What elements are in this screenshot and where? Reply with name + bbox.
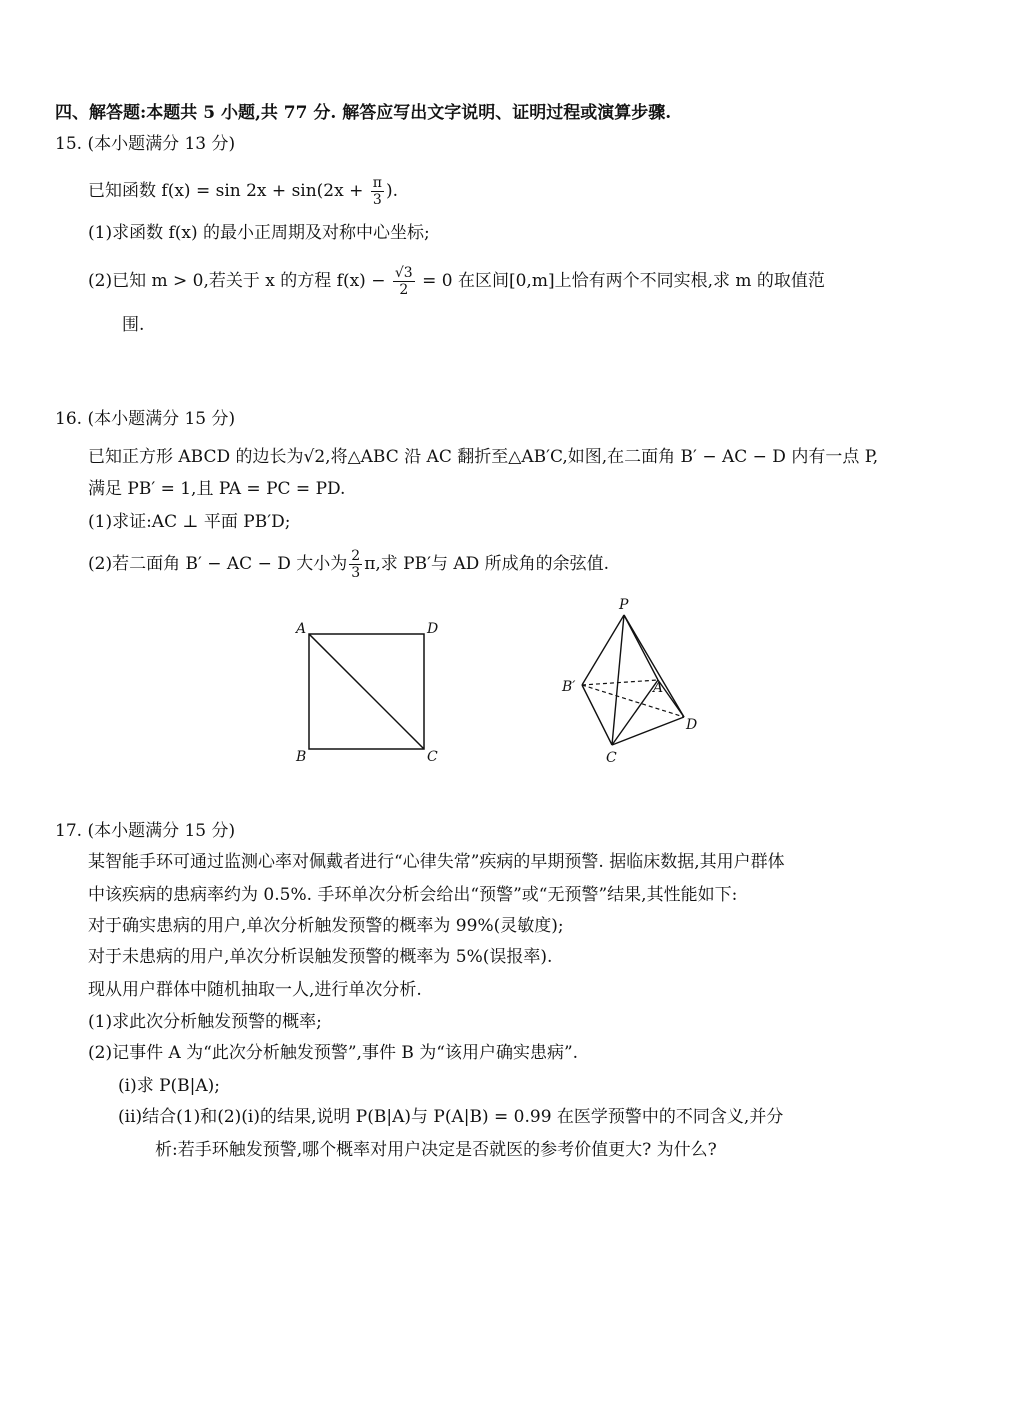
label-c2: C bbox=[606, 750, 617, 766]
label-d: D bbox=[427, 621, 439, 637]
q16-line1: 已知正方形 ABCD 的边长为√2,将△ABC 沿 AC 翻折至△AB′C,如图,在二面角 B′ − AC − D 内有一点 P, bbox=[88, 447, 879, 467]
edge-pb bbox=[582, 615, 624, 685]
q15-p2-text-a: (2)已知 m > 0,若关于 x 的方程 f(x) − bbox=[88, 271, 391, 291]
q15-part1: (1)求函数 f(x) 的最小正周期及对称中心坐标; bbox=[88, 223, 430, 243]
q15-fraction bbox=[371, 175, 384, 208]
q15-function-definition bbox=[88, 174, 398, 208]
q16-p2-text-b: π,求 PB′与 AD 所成角的余弦值. bbox=[364, 554, 610, 574]
q16-line2: 满足 PB′ = 1,且 PA = PC = PD. bbox=[88, 479, 346, 499]
q16-p2-frac-den: 3 bbox=[351, 565, 361, 581]
label-a2: A bbox=[653, 680, 664, 696]
label-p: P bbox=[619, 597, 629, 613]
q17-line2: 中该疾病的患病率约为 0.5%. 手环单次分析会给出“预警”或“无预警”结果,其性能如下: bbox=[88, 885, 738, 905]
q17-line3: 对于确实患病的用户,单次分析触发预警的概率为 99%(灵敏度); bbox=[88, 916, 564, 936]
square-figure bbox=[290, 615, 450, 770]
q17-line1: 某智能手环可通过监测心率对佩戴者进行“心律失常”疾病的早期预警. 据临床数据,其用户群体 bbox=[88, 852, 785, 872]
q15-p2-text-b: = 0 在区间[0,m]上恰有两个不同实根,求 m 的取值范 bbox=[416, 271, 825, 291]
q15-p2-frac-den: 2 bbox=[399, 282, 409, 298]
q15-p2-frac-num: √3 bbox=[394, 265, 413, 281]
pyramid-figure bbox=[560, 595, 710, 770]
edge-pa bbox=[624, 615, 658, 680]
q17-title: 17. (本小题满分 15 分) bbox=[55, 821, 236, 841]
q17-part1: (1)求此次分析触发预警的概率; bbox=[88, 1012, 322, 1032]
q17-line4: 对于未患病的用户,单次分析误触发预警的概率为 5%(误报率). bbox=[88, 947, 553, 967]
q15-p2-fraction bbox=[393, 265, 415, 298]
q16-p2-text-a: (2)若二面角 B′ − AC − D 大小为 bbox=[88, 554, 348, 574]
q15-intro-text: 已知函数 f(x) = sin 2x + sin(2x + bbox=[88, 181, 369, 201]
edge-ca bbox=[612, 680, 658, 745]
label-a: A bbox=[296, 621, 307, 637]
label-b: B bbox=[296, 749, 307, 765]
q17-part2-ii-continued: 析:若手环触发预警,哪个概率对用户决定是否就医的参考价值更大? 为什么? bbox=[155, 1140, 717, 1160]
q17-part2-i: (i)求 P(B|A); bbox=[118, 1076, 221, 1096]
label-d2: D bbox=[686, 717, 698, 733]
q16-part2 bbox=[88, 547, 609, 581]
q15-title: 15. (本小题满分 13 分) bbox=[55, 134, 236, 154]
label-c: C bbox=[427, 749, 438, 765]
q15-part2 bbox=[88, 264, 825, 298]
q17-line5: 现从用户群体中随机抽取一人,进行单次分析. bbox=[88, 980, 422, 1000]
section-header: 四、解答题:本题共 5 小题,共 77 分. 解答应写出文字说明、证明过程或演算步骤. bbox=[55, 103, 672, 123]
q17-part2-ii: (ii)结合(1)和(2)(i)的结果,说明 P(B|A)与 P(A|B) = 0.99 在医学预警中的不同含义,并分 bbox=[118, 1107, 784, 1127]
q15-part2-continued: 围. bbox=[122, 315, 145, 335]
q17-part2: (2)记事件 A 为“此次分析触发预警”,事件 B 为“该用户确实患病”. bbox=[88, 1043, 579, 1063]
q15-frac-den: 3 bbox=[372, 192, 382, 208]
q16-p2-frac-num: 2 bbox=[351, 548, 361, 564]
q15-frac-num: π bbox=[372, 175, 382, 191]
edge-pd bbox=[624, 615, 684, 717]
q16-title: 16. (本小题满分 15 分) bbox=[55, 409, 236, 429]
edge-ba-dashed bbox=[582, 680, 658, 685]
edge-bc bbox=[582, 685, 612, 745]
edge-pc bbox=[612, 615, 624, 745]
q16-part1: (1)求证:AC ⊥ 平面 PB′D; bbox=[88, 512, 291, 532]
q15-intro-end: ). bbox=[385, 181, 399, 201]
square-diagonal-ac bbox=[309, 634, 424, 749]
label-b-prime: B′ bbox=[562, 679, 576, 695]
edge-cd bbox=[612, 717, 684, 745]
q16-p2-fraction bbox=[349, 548, 362, 581]
